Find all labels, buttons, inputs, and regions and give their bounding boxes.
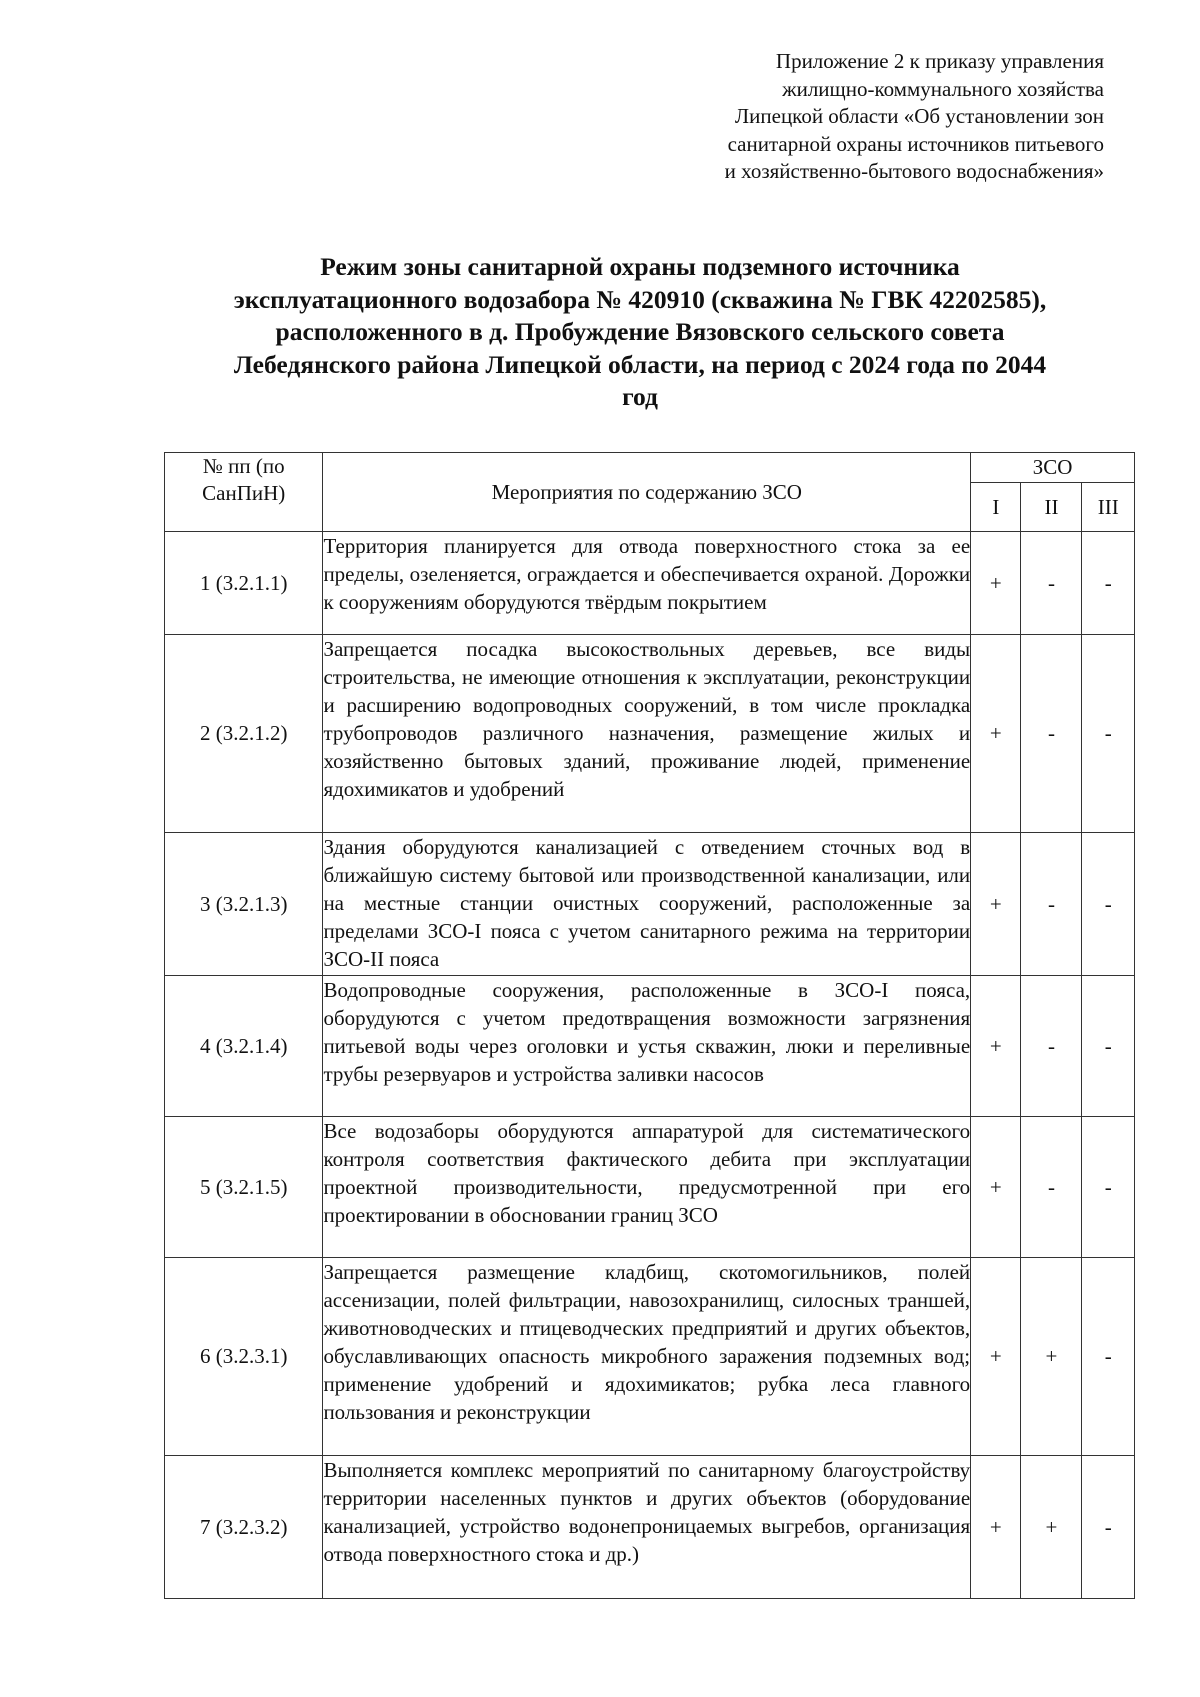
row-number: 4 (3.2.1.4) bbox=[165, 976, 323, 1117]
zso-regime-table bbox=[164, 452, 1135, 1599]
mark-belt-3: - bbox=[1082, 635, 1135, 833]
header-line: Приложение 2 к приказу управления bbox=[775, 49, 1104, 73]
mark-belt-2: - bbox=[1021, 635, 1082, 833]
table-row bbox=[165, 635, 1135, 833]
mark-belt-3: - bbox=[1082, 1117, 1135, 1258]
mark-belt-2: + bbox=[1021, 1456, 1082, 1599]
row-measure: Здания оборудуются канализацией с отведением сточных вод в ближайшую систему бытовой или производственной канализации, или на местные станции очистных сооружений, расположенные за пределами ЗСО-I пояса с учетом санитарного режима на территории ЗСО-II пояса bbox=[323, 833, 971, 976]
mark-belt-3: - bbox=[1082, 833, 1135, 976]
mark-belt-2: + bbox=[1021, 1258, 1082, 1456]
table-row bbox=[165, 976, 1135, 1117]
header-line: санитарной охраны источников питьевого bbox=[727, 131, 1104, 156]
mark-belt-1: + bbox=[971, 1117, 1021, 1258]
title-line: Лебедянского района Липецкой области, на период с 2024 года по 2044 bbox=[233, 349, 1047, 379]
row-measure: Выполняется комплекс мероприятий по санитарному благоустройству территории населенных пунктов и других объектов (оборудование канализацией, устройство водонепроницаемых выгребов, организация отвода поверхностного стока и др.) bbox=[323, 1456, 971, 1599]
row-number: 3 (3.2.1.3) bbox=[165, 833, 323, 976]
title-line: Режим зоны санитарной охраны подземного источника bbox=[320, 252, 960, 281]
row-number: 6 (3.2.3.1) bbox=[165, 1258, 323, 1456]
header-line: Липецкой области «Об установлении зон bbox=[734, 104, 1104, 128]
table-row bbox=[165, 532, 1135, 635]
row-number: 7 (3.2.3.2) bbox=[165, 1456, 323, 1599]
row-number: 2 (3.2.1.2) bbox=[165, 635, 323, 833]
table-row bbox=[165, 1117, 1135, 1258]
header-belt-3: III bbox=[1082, 483, 1135, 532]
row-measure: Все водозаборы оборудуются аппаратурой для систематического контроля соответствия фактического дебита при эксплуатации проектной производительности, предусмотренной при его проектировании в обосновании границ ЗСО bbox=[323, 1117, 971, 1258]
header-belt-1: I bbox=[971, 483, 1021, 532]
mark-belt-3: - bbox=[1082, 1456, 1135, 1599]
mark-belt-3: - bbox=[1082, 1258, 1135, 1456]
title-line: год bbox=[622, 382, 658, 411]
table-row bbox=[165, 1456, 1135, 1599]
header-measures: Мероприятия по содержанию ЗСО bbox=[323, 453, 971, 532]
title-line: расположенного в д. Пробуждение Вязовского сельского совета bbox=[275, 317, 1005, 346]
row-number: 5 (3.2.1.5) bbox=[165, 1117, 323, 1258]
mark-belt-1: + bbox=[971, 833, 1021, 976]
mark-belt-2: - bbox=[1021, 1117, 1082, 1258]
row-measure: Водопроводные сооружения, расположенные в ЗСО-I пояса, оборудуются с учетом предотвращения возможности загрязнения питьевой воды через оголовки и устья скважин, люки и переливные трубы резервуаров и устройства заливки насосов bbox=[323, 976, 971, 1117]
mark-belt-1: + bbox=[971, 1258, 1021, 1456]
table-row bbox=[165, 1258, 1135, 1456]
mark-belt-2: - bbox=[1021, 976, 1082, 1117]
mark-belt-1: + bbox=[971, 976, 1021, 1117]
mark-belt-2: - bbox=[1021, 833, 1082, 976]
header-belt-2: II bbox=[1021, 483, 1082, 532]
header-line: и хозяйственно-бытового водоснабжения» bbox=[724, 159, 1104, 183]
row-measure: Территория планируется для отвода поверхностного стока за ее пределы, озеленяется, ограждается и обеспечивается охраной. Дорожки к сооружениям оборудуются твёрдым покрытием bbox=[323, 532, 971, 635]
row-measure: Запрещается размещение кладбищ, скотомогильников, полей ассенизации, полей фильтрации, навозохранилищ, силосных траншей, животноводческих и птицеводческих предприятий и других объектов, обуславливающих опасность микробного заражения подземных вод; применение удобрений и ядохимикатов; рубка леса главного пользования и реконструкции bbox=[323, 1258, 971, 1456]
table-row bbox=[165, 833, 1135, 976]
row-number: 1 (3.2.1.1) bbox=[165, 532, 323, 635]
mark-belt-1: + bbox=[971, 635, 1021, 833]
mark-belt-3: - bbox=[1082, 976, 1135, 1117]
title-line: эксплуатационного водозабора № 420910 (скважина № ГВК 42202585), bbox=[233, 284, 1047, 314]
header-line: жилищно-коммунального хозяйства bbox=[782, 76, 1104, 101]
header-num: № пп (по СанПиН) bbox=[165, 453, 323, 532]
header-zso: ЗСО bbox=[971, 453, 1135, 483]
mark-belt-1: + bbox=[971, 1456, 1021, 1599]
row-measure: Запрещается посадка высокоствольных деревьев, все виды строительства, не имеющие отношения к эксплуатации, реконструкции и расширению водопроводных сооружений, в том числе прокладка трубопроводов различного назначения, размещение жилых и хозяйственно бытовых зданий, проживание людей, применение ядохимикатов и удобрений bbox=[323, 635, 971, 833]
mark-belt-1: + bbox=[971, 532, 1021, 635]
document-header bbox=[544, 48, 1104, 186]
mark-belt-2: - bbox=[1021, 532, 1082, 635]
document-title bbox=[150, 251, 1130, 414]
mark-belt-3: - bbox=[1082, 532, 1135, 635]
